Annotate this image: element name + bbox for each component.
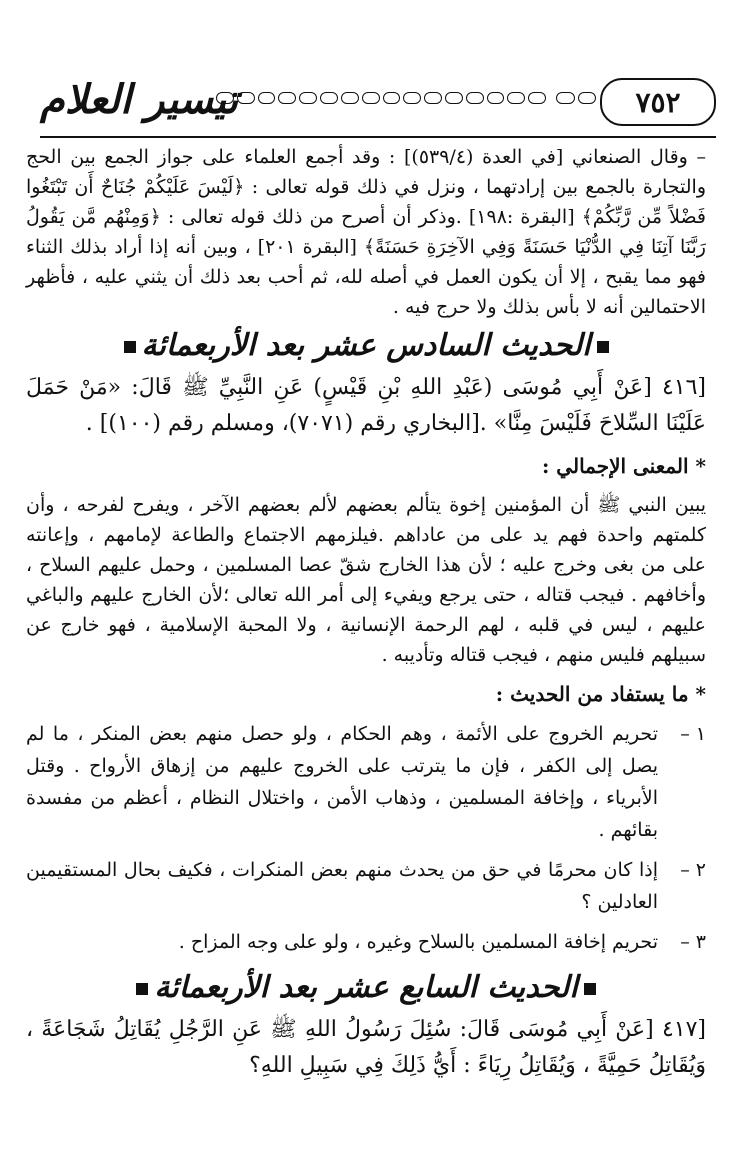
page-header (40, 78, 716, 128)
lesson-text: إذا كان محرمًا في حق من يحدث منهم بعض المنكرات ، فكيف بحال المستقيمين العادلين ؟ (26, 859, 658, 913)
hadith-417-title: الحديث السابع عشر بعد الأربعمائة (26, 966, 706, 1010)
intro-paragraph: – وقال الصنعاني [في العدة (٥٣٩/٤)] : وقد أجمع العلماء على جواز الجمع بين الحج والتجارة بالجمع بين إرادتهما ، ونزل في ذلك قوله تعالى : ﴿لَيْسَ عَلَيْكُمْ جُنَاحٌ أَن تَبْتَغُوا فَضْلاً مِّن رَّبِّكُمْ﴾ [البقرة :١٩٨] .وذكر أن أصرح من ذلك قوله تعالى : ﴿وَمِنْهُم مَّن يَقُولُ رَبَّنَا آتِنَا فِي الدُّنْيَا حَسَنَةً وَفِي الآخِرَةِ حَسَنَةً﴾ [البقرة ٢٠١] ، وبين أنه إذا أراد بذلك الثناء فهو مما يقبح ، إلا أن يكون العمل في أصله لله، ثم أحب بعد ذلك أن يثني عليه ، فأظهر الاحتمالين أنه لا بأس بذلك ولا حرج فيه . (26, 146, 707, 318)
hadith-416-text: [٤١٦ [عَنْ أَبِي مُوسَى (عَبْدِ اللهِ بْنِ قَيْسٍ) عَنِ النَّبِيِّ ﷺ قَالَ: «مَنْ حَمَلَ عَلَيْنَا السِّلاحَ فَلَيْسَ مِنَّا» .[البخاري رقم (٧٠٧١)، ومسلم رقم (١٠٠)] . (26, 375, 706, 436)
square-bullet-icon (124, 341, 136, 353)
hadith-417-text: [٤١٧ [عَنْ أَبِي مُوسَى قَالَ: سُئِلَ رَسُولُ اللهِ ﷺ عَنِ الرَّجُلِ يُقَاتِلُ شَجَاعَةً ، وَيُقَاتِلُ حَمِيَّةً ، وَيُقَاتِلُ رِيَاءً : أَيُّ ذَلِكَ فِي سَبِيلِ اللهِ؟ (26, 1017, 706, 1078)
page-content (26, 142, 706, 1084)
header-rule (40, 136, 716, 138)
lesson-text: تحريم إخافة المسلمين بالسلاح وغيره ، ولو على وجه المزاح . (178, 931, 658, 953)
lesson-item (26, 718, 706, 846)
square-bullet-icon (136, 983, 148, 995)
lesson-number: ٢ – (680, 859, 706, 881)
lesson-text: تحريم الخروج على الأئمة ، وهم الحكام ، ولو حصل منهم بعض المنكر ، ما لم يصل إلى الكفر ، فإن ما يترتب على الخروج عليهم من إزهاق الأرواح . وقتل الأبرياء ، وإخافة المسلمين ، وذهاب الأمن ، واختلال النظام ، أعظم من مفسدة بقائهم . (26, 723, 658, 841)
header-ornament-small (556, 92, 596, 106)
square-bullet-icon (597, 341, 609, 353)
square-bullet-icon (584, 983, 596, 995)
lesson-number: ٣ – (680, 931, 706, 953)
summary-paragraph: يبين النبي ﷺ أن المؤمنين إخوة يتألم بعضهم لألم بعضهم الآخر ، ويفرح لفرحه ، وأن كلمتهم واحدة فهم يد على من عاداهم .فيلزمهم الاجتماع والطاعة لإمامهم ، وإعانته على من بغى وخرج عليه ؛ لأن هذا الخارج شقّ عصا المسلمين ، وحمل عليهم السلاح ، وأخافهم . فيجب قتاله ، حتى يرجع ويفيء إلى أمر الله تعالى ؛لأن الخارج عليهم والباغي عليهم ، ليس في قلبه ، لهم الرحمة الإنسانية ، ولا المحبة الإسلامية ، فهو خارج عن سبيلهم فليس منهم ، فيجب قتاله وتأديبه . (26, 494, 706, 666)
book-title: تيسير العلام (40, 76, 239, 123)
header-ornament (216, 92, 546, 106)
summary-heading: * المعنى الإجمالي : (541, 454, 706, 478)
page-number: ٧٥٢ (600, 78, 716, 126)
lesson-item (26, 854, 706, 918)
lesson-item (26, 926, 706, 958)
lesson-number: ١ – (680, 723, 706, 745)
lessons-heading: * ما يستفاد من الحديث : (495, 682, 706, 706)
hadith-416-title: الحديث السادس عشر بعد الأربعمائة (26, 324, 706, 368)
